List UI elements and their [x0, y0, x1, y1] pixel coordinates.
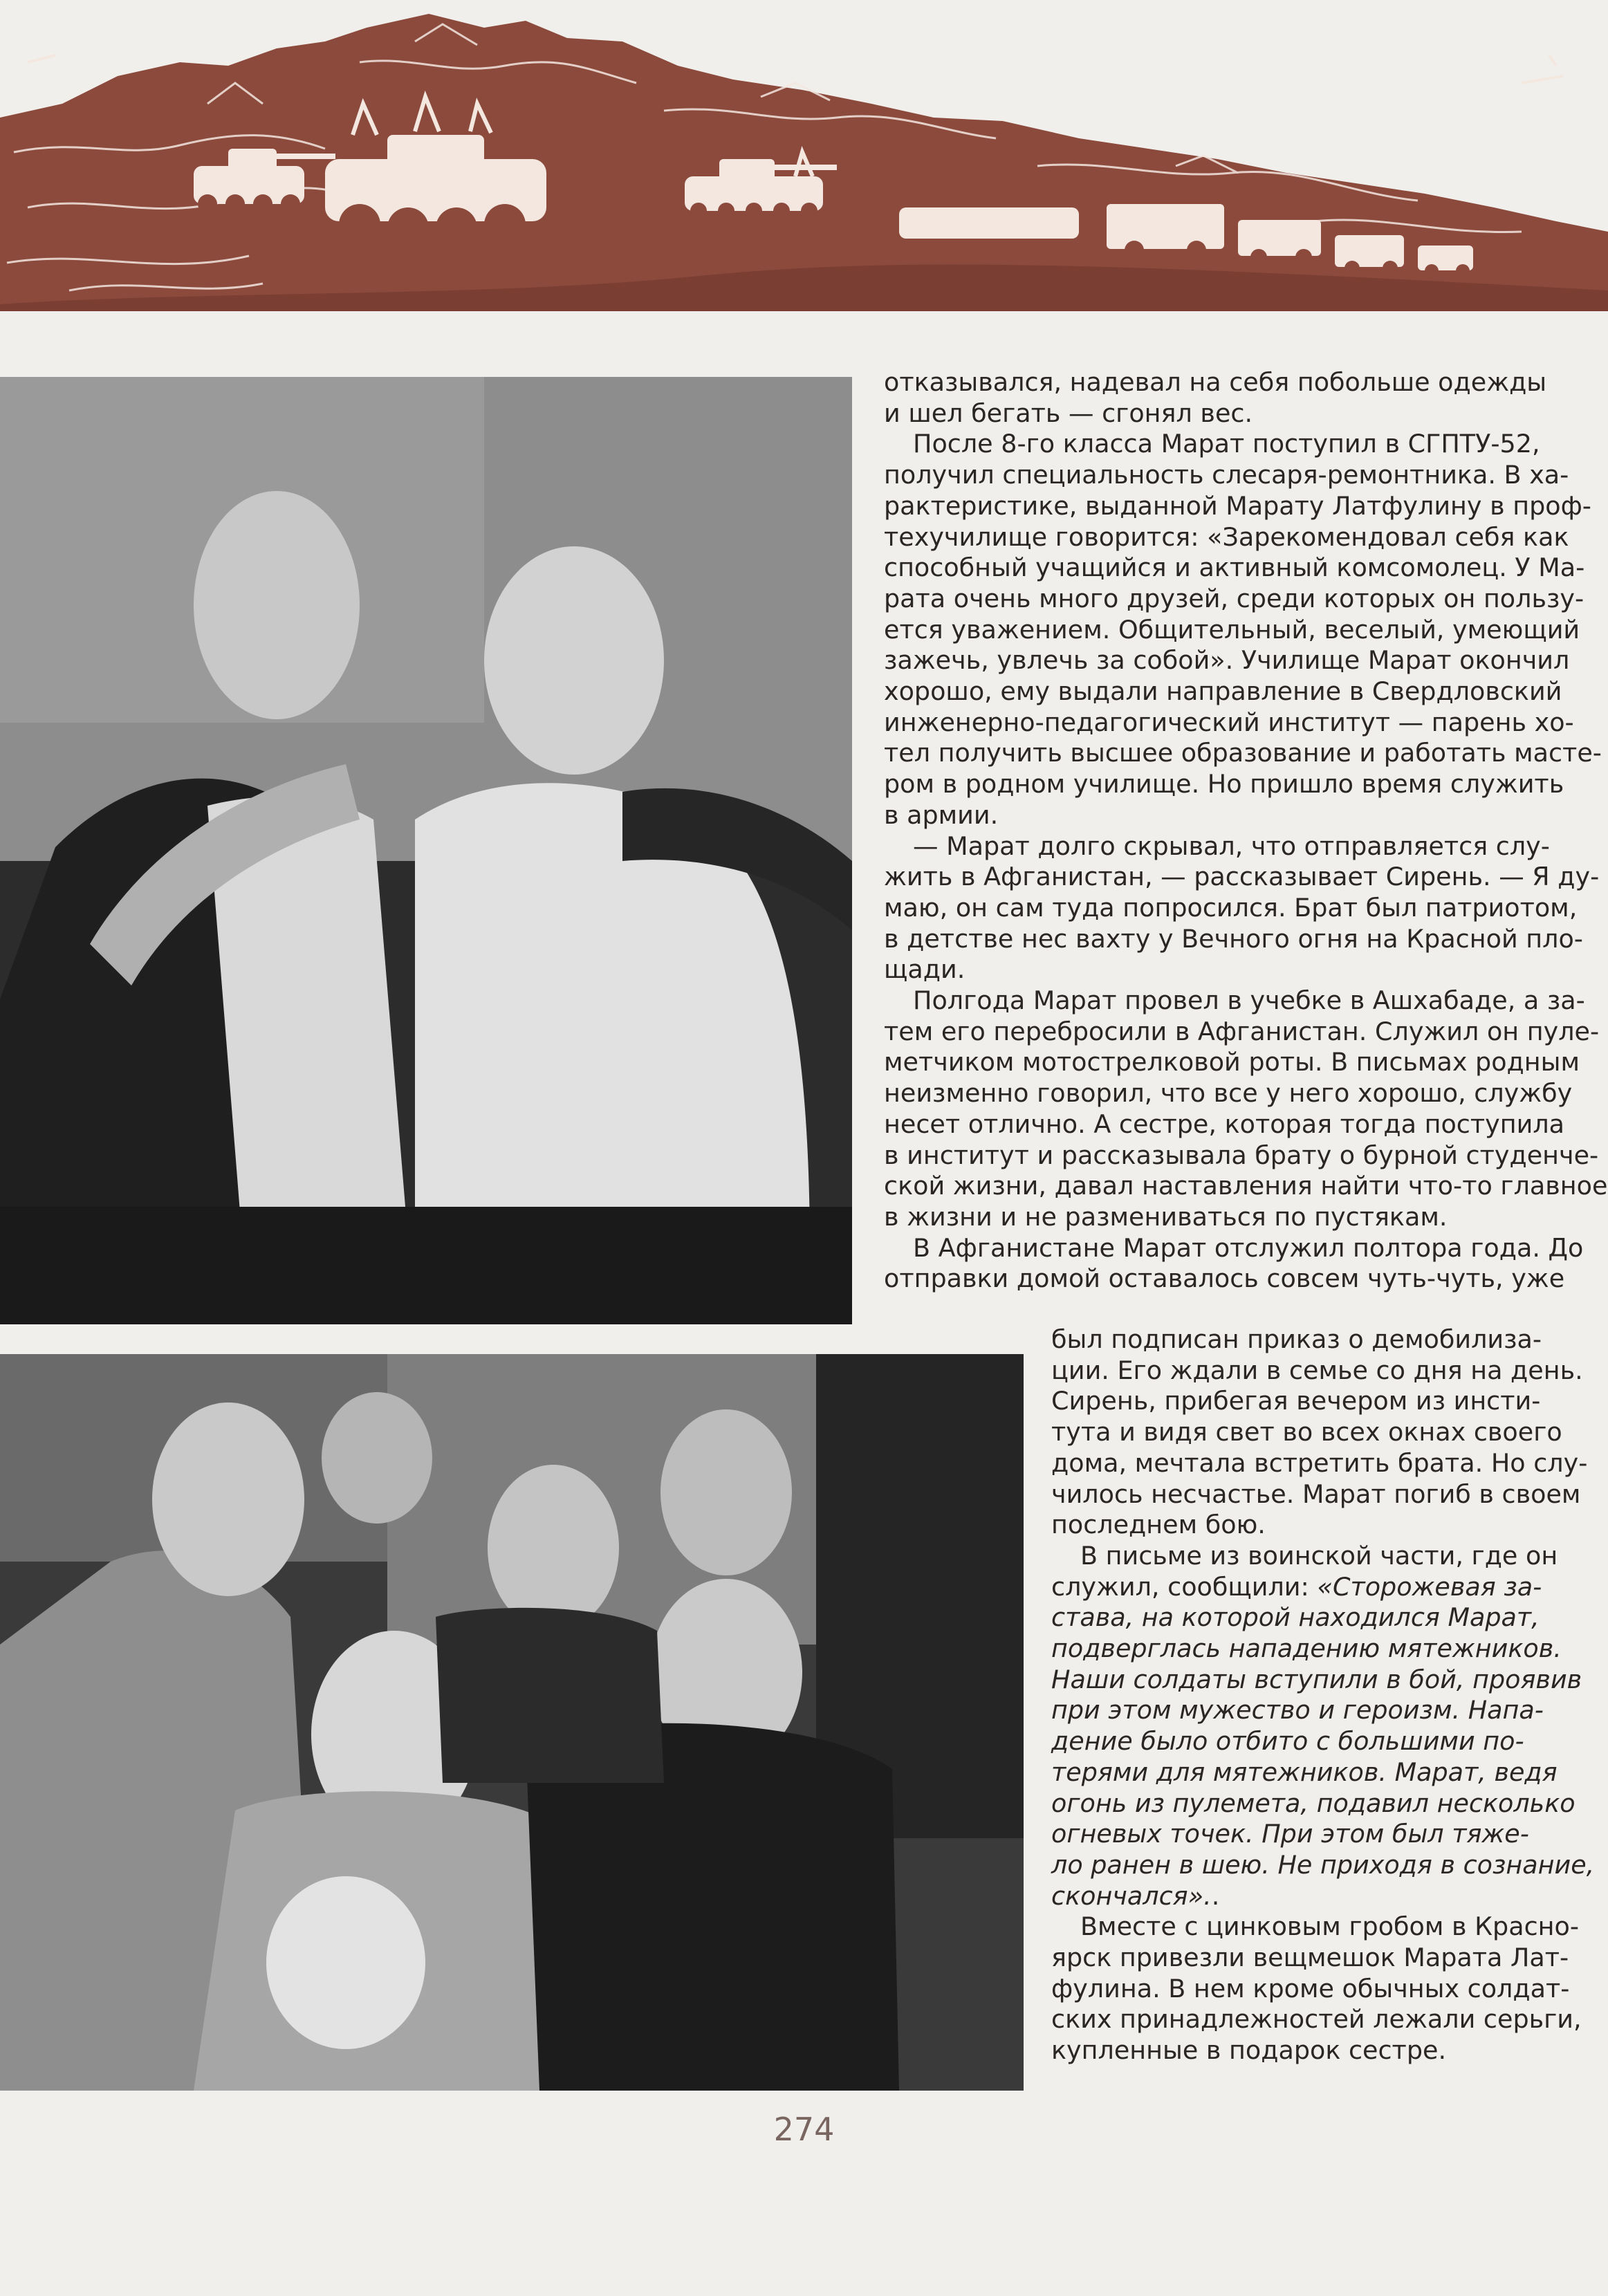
- text-line: После 8-го класса Марат поступил в СГПТУ-52,: [913, 429, 1540, 459]
- text-fragment: .: [1211, 1880, 1220, 1911]
- text-line: инженерно-педагогический институт — парень хо-: [884, 707, 1574, 737]
- paragraph: [884, 985, 1608, 1233]
- text-line: купленные в подарок сестре.: [1051, 2035, 1447, 2066]
- text-line: техучилище говорится: «Зарекомендовал себя как: [884, 521, 1569, 552]
- text-line: щади.: [884, 954, 965, 985]
- quote-line: терями для мятежников. Марат, ведя: [1051, 1757, 1558, 1787]
- text-line: Сирень, прибегая вечером из инсти-: [1051, 1386, 1541, 1416]
- paragraph: [884, 831, 1600, 986]
- text-line: рата очень много друзей, среди которых он пользу-: [884, 583, 1584, 613]
- text-line: ется уважением. Общительный, веселый, умеющий: [884, 614, 1580, 645]
- photo-group-of-friends-image: [0, 1354, 1024, 2091]
- quote-line: става, на которой находился Марат,: [1051, 1602, 1540, 1633]
- paragraph: [1051, 1911, 1580, 2066]
- paragraph: [884, 460, 1602, 831]
- text-line: Вместе с цинковым гробом в Красно-: [1080, 1911, 1580, 1942]
- text-line: фулина. В нем кроме обычных солдат-: [1051, 1973, 1570, 2003]
- quote-fragment: «Сторожевая за-: [1317, 1571, 1542, 1602]
- text-line: в детстве нес вахту у Вечного огня на Красной пло-: [884, 923, 1583, 954]
- text-line: рактеристике, выданной Марату Латфулину в проф-: [884, 490, 1591, 521]
- text-line: дома, мечтала встретить брата. Но слу-: [1051, 1447, 1588, 1478]
- quote-line: огневых точек. При этом был тяже-: [1051, 1819, 1529, 1849]
- text-line: тем его перебросили в Афганистан. Служил он пуле-: [884, 1016, 1600, 1046]
- paragraph-letter-quote: [1051, 1540, 1595, 1911]
- quote-line: подверглась нападению мятежников.: [1051, 1633, 1562, 1664]
- text-line: [1051, 1572, 1580, 1603]
- text-line: способный учащийся и активный комсомолец. У Ма-: [884, 553, 1585, 583]
- text-line: неизменно говорил, что все у него хорошо, службу: [884, 1078, 1573, 1109]
- text-line: В Афганистане Марат отслужил полтора года. До: [913, 1232, 1584, 1263]
- text-line: получил специальность слесаря-ремонтника. В ха-: [884, 460, 1569, 490]
- paragraph: [884, 1232, 1584, 1295]
- text-line: метчиком мотострелковой роты. В письмах родным: [884, 1047, 1580, 1077]
- text-line: маю, он сам туда попросился. Брат был патриотом,: [884, 892, 1578, 923]
- photo-group-of-friends: [0, 1354, 1024, 2091]
- text-line: ярск привезли вещмешок Марата Лат-: [1051, 1943, 1569, 1973]
- text-line: отказывался, надевал на себя побольше одежды: [884, 367, 1547, 397]
- quote-fragment: скончался».: [1051, 1880, 1212, 1911]
- text-line: Полгода Марат провел в учебке в Ашхабаде, а за-: [913, 985, 1585, 1016]
- paragraph-continuation: [1051, 1324, 1588, 1541]
- text-line: ской жизни, давал наставления найти что-то главное: [884, 1171, 1608, 1201]
- text-line: В письме из воинской части, где он: [1080, 1540, 1558, 1571]
- text-line: чилось несчастье. Марат погиб в своем: [1051, 1479, 1581, 1509]
- quote-line: огонь из пулемета, подавил несколько: [1051, 1788, 1575, 1818]
- text-line: хорошо, ему выдали направление в Свердловский: [884, 676, 1562, 707]
- text-line: [1051, 1881, 1580, 1912]
- photo-two-young-men-image: [0, 377, 852, 1324]
- text-fragment: служил, сообщили:: [1051, 1571, 1318, 1602]
- page-number: 274: [773, 2111, 835, 2148]
- text-line: ских принадлежностей лежали серьги,: [1051, 2004, 1582, 2035]
- paragraph-continuation: [884, 367, 1579, 429]
- quote-line: Наши солдаты вступили в бой, проявив: [1051, 1664, 1582, 1694]
- text-line: — Марат долго скрывал, что отправляется слу-: [913, 831, 1550, 861]
- article-text-lower: [1051, 1324, 1595, 2066]
- text-line: последнем бою.: [1051, 1510, 1266, 1540]
- text-line: в жизни и не размениваться по пустякам.: [884, 1201, 1448, 1232]
- text-line: отправки домой оставалось совсем чуть-чуть, уже: [884, 1263, 1565, 1294]
- text-line: зажечь, увлечь за собой». Училище Марат окончил: [884, 645, 1570, 676]
- text-line: ром в родном училище. Но пришло время служить: [884, 769, 1564, 799]
- photo-two-young-men: [0, 377, 852, 1324]
- text-line: тута и видя свет во всех окнах своего: [1051, 1417, 1562, 1447]
- text-line: в армии.: [884, 799, 999, 830]
- mountain-convoy-illustration: [0, 0, 1608, 311]
- quote-line: дение было отбито с большими по-: [1051, 1726, 1524, 1757]
- text-line: и шел бегать — сгонял вес.: [884, 398, 1253, 428]
- text-line: ции. Его ждали в семье со дня на день.: [1051, 1355, 1583, 1385]
- text-line: жить в Афганистан, — рассказывает Сирень. — Я ду-: [884, 862, 1600, 892]
- text-line: несет отлично. А сестре, которая тогда поступила: [884, 1109, 1565, 1139]
- text-line: тел получить высшее образование и работать масте-: [884, 738, 1602, 768]
- header-banner: [0, 0, 1608, 311]
- quote-line: при этом мужество и героизм. Напа-: [1051, 1695, 1544, 1725]
- quote-line: ло ранен в шею. Не приходя в сознание,: [1051, 1849, 1595, 1880]
- text-line: в институт и рассказывала брату о бурной студенче-: [884, 1140, 1599, 1170]
- paragraph: [884, 429, 1579, 460]
- text-line: был подписан приказ о демобилиза-: [1051, 1324, 1542, 1354]
- article-text-upper: [884, 367, 1608, 1295]
